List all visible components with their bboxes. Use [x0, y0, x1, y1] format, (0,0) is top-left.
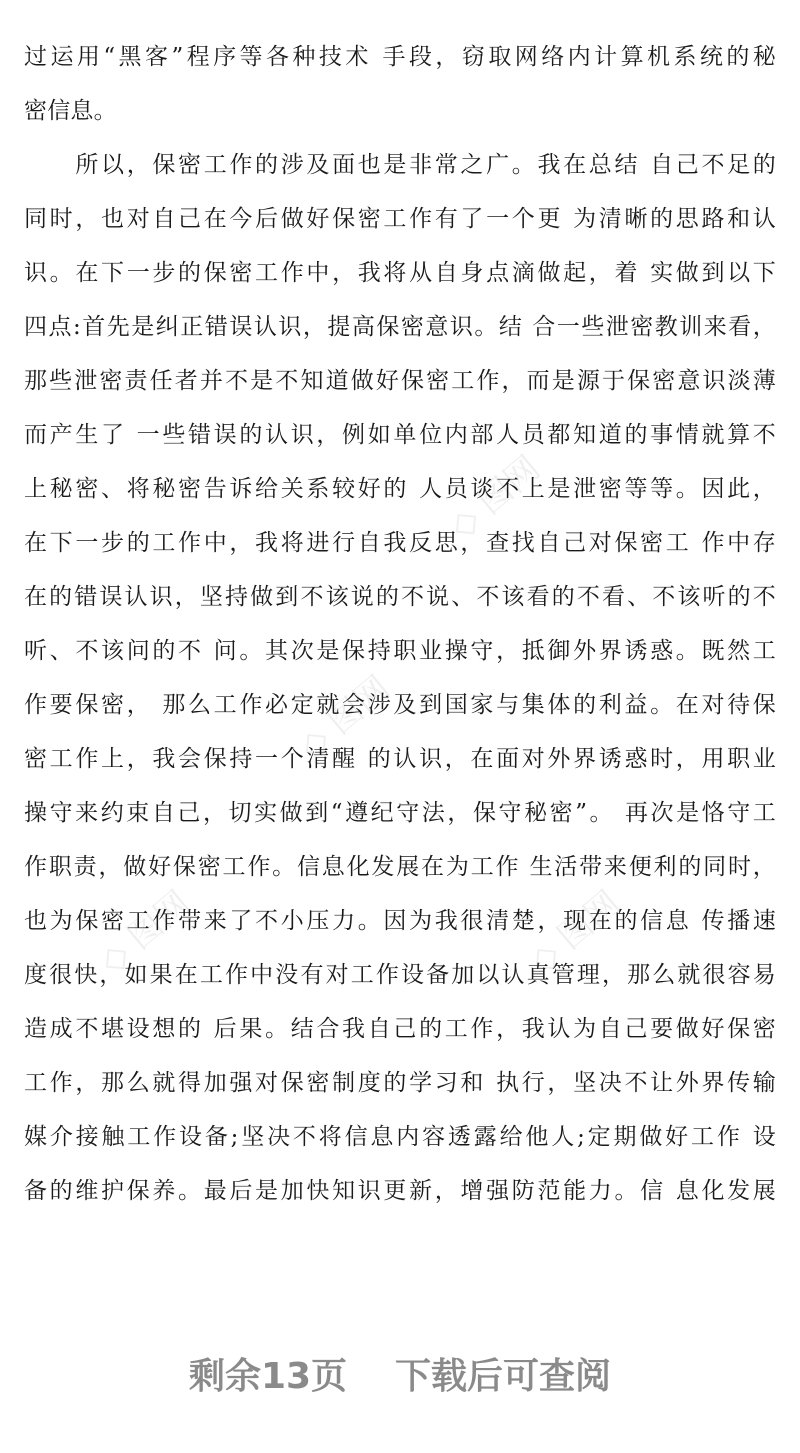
text-line: 四点:首先是纠正错误认识，提高保密意识。结 合一些泄密教训来看， [24, 314, 776, 340]
text-line: 密工作上，我会保持一个清醒 的认识，在面对外界诱惑时，用职业 [24, 746, 776, 772]
document-body [24, 30, 776, 1218]
remaining-pages-label: 剩余13页 [188, 1356, 348, 1397]
text-line: 操守来约束自己，切实做到“遵纪守法，保守秘密”。 再次是恪守工 [24, 800, 776, 826]
download-banner[interactable] [0, 1352, 800, 1402]
watermark: ◇ 图网 [521, 883, 628, 982]
watermark: ◇ 图网 [291, 668, 398, 767]
watermark: ◇ 图网 [91, 883, 198, 982]
text-line: 听、不该问的不 问。其次是保持职业操守，抵御外界诱惑。既然工 [24, 638, 776, 664]
download-prompt-label: 下载后可查阅 [395, 1356, 612, 1397]
text-line: 而产生了 一些错误的认识，例如单位内部人员都知道的事情就算不 [24, 422, 776, 448]
text-line: 所以，保密工作的涉及面也是非常之广。我在总结 自己不足的 [24, 152, 776, 178]
text-line: 作要保密， 那么工作必定就会涉及到国家与集体的利益。在对待保 [24, 692, 776, 718]
text-line: 上秘密、将秘密告诉给关系较好的 人员谈不上是泄密等等。因此， [24, 476, 776, 502]
text-line: 工作，那么就得加强对保密制度的学习和 执行，坚决不让外界传输 [24, 1070, 776, 1096]
text-line: 备的维护保养。最后是加快知识更新，增强防范能力。信 息化发展 [24, 1178, 776, 1204]
text-line: 同时，也对自己在今后做好保密工作有了一个更 为清晰的思路和认 [24, 206, 776, 232]
text-line: 媒介接触工作设备;坚决不将信息内容透露给他人;定期做好工作 设 [24, 1124, 776, 1150]
text-line: 识。在下一步的保密工作中，我将从自身点滴做起，着 实做到以下 [24, 260, 776, 286]
text-line: 在下一步的工作中，我将进行自我反思，查找自己对保密工 作中存 [24, 530, 776, 556]
watermark: ◇ 图网 [441, 448, 548, 547]
text-line: 度很快，如果在工作中没有对工作设备加以认真管理，那么就很容易 [24, 962, 776, 988]
text-line: 密信息。 [24, 98, 117, 124]
text-line: 在的错误认识，坚持做到不该说的不说、不该看的不看、不该听的不 [24, 584, 776, 610]
text-line: 也为保密工作带来了不小压力。因为我很清楚，现在的信息 传播速 [24, 908, 776, 934]
text-line: 过运用“黑客”程序等各种技术 手段，窃取网络内计算机系统的秘 [24, 44, 776, 70]
text-line: 那些泄密责任者并不是不知道做好保密工作，而是源于保密意识淡薄 [24, 368, 776, 394]
text-line: 作职责，做好保密工作。信息化发展在为工作 生活带来便利的同时， [24, 854, 776, 880]
text-line: 造成不堪设想的 后果。结合我自己的工作，我认为自己要做好保密 [24, 1016, 776, 1042]
